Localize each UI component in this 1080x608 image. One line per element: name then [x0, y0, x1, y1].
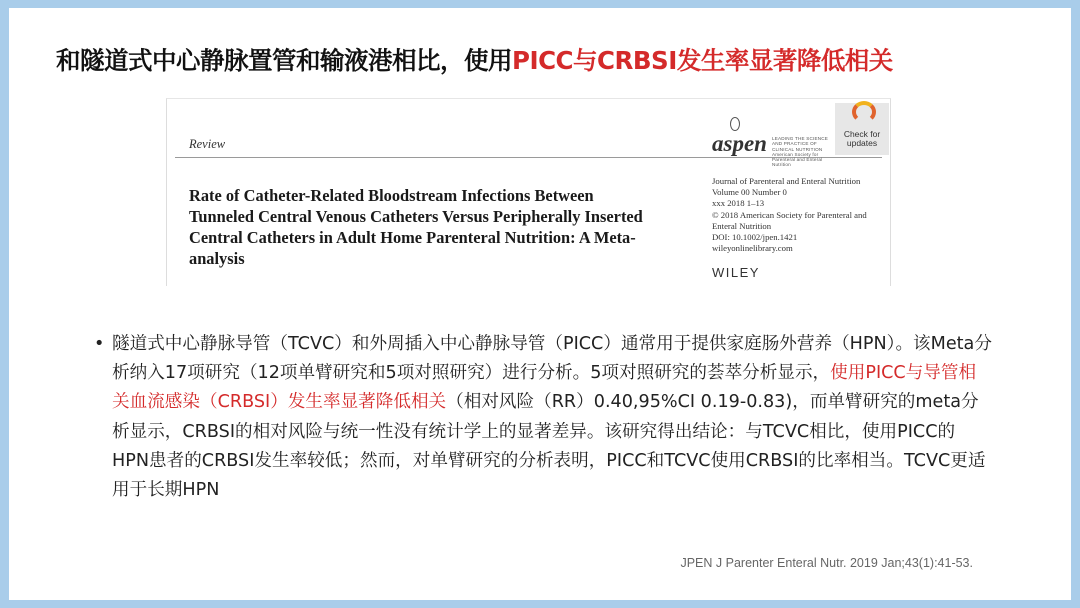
journal-doi: DOI: 10.1002/jpen.1421	[712, 232, 798, 243]
body-paragraph	[112, 330, 992, 505]
body-text-1: 隧道式中心静脉导管（TCVC）和外周插入中心静脉导管（PICC）通常用于提供家庭肠外营养（HPN）。该Meta分析纳入17项研究（12项单臂研究和5项对照研究）进行分析。5项对照研究的荟萃分析显示，	[112, 334, 992, 384]
aspen-logo-icon	[730, 117, 740, 131]
paper-screenshot	[166, 98, 891, 286]
aspen-tagline: LEADING THE SCIENCE AND PRACTICE OF CLINICAL NUTRITION American Society for Parenteral and Enteral Nutrition	[772, 136, 829, 168]
journal-volume: Volume 00 Number 0	[712, 187, 787, 198]
journal-copyright: © 2018 American Society for Parenteral and Enteral Nutrition	[712, 209, 867, 231]
body-highlight: 使用PICC与导管相关血流感染（CRBSI）发生率显著降低相关	[112, 363, 977, 413]
article-type: Review	[189, 137, 226, 151]
journal-pages: xxx 2018 1–13	[712, 198, 765, 209]
journal-meta	[712, 176, 890, 254]
bullet-marker: •	[94, 334, 105, 354]
wiley-logo: WILEY	[712, 265, 760, 280]
article-title: Rate of Catheter-Related Bloodstream Infections Between Tunneled Central Venous Catheters Versus Peripherally Inserted Central Catheters in Adult Home Parenteral Nutrition: A Meta-analysis	[189, 186, 643, 268]
badge-label: Check for updates	[843, 129, 881, 148]
check-for-updates-badge[interactable]	[835, 103, 889, 155]
body-text-2: （相对风险（RR）0.40,95%CI 0.19-0.83)，而单臂研究的meta分析显示，CRBSI的相对风险与统一性没有统计学上的显著差异。该研究得出结论：与TCVC相比，使用PICC的HPN患者的CRBSI发生率较低；然而，对单臂研究的分析表明，PICC和TCVC使用CRBSI的比率相当。TCVC更适用于长期HPN	[112, 392, 986, 501]
crossmark-icon	[852, 101, 876, 123]
slide-title	[56, 42, 1016, 77]
slide	[9, 8, 1071, 600]
citation: JPEN J Parenter Enteral Nutr. 2019 Jan;43(1):41-53.	[680, 556, 973, 570]
journal-name: Journal of Parenteral and Enteral Nutrition	[712, 176, 861, 186]
title-text: 和隧道式中心静脉置管和输液港相比，使用	[56, 46, 512, 75]
aspen-logo: aspen	[712, 131, 767, 156]
journal-site: wileyonlinelibrary.com	[712, 243, 793, 254]
title-highlight: PICC与CRBSI发生率显著降低相关	[512, 46, 893, 75]
